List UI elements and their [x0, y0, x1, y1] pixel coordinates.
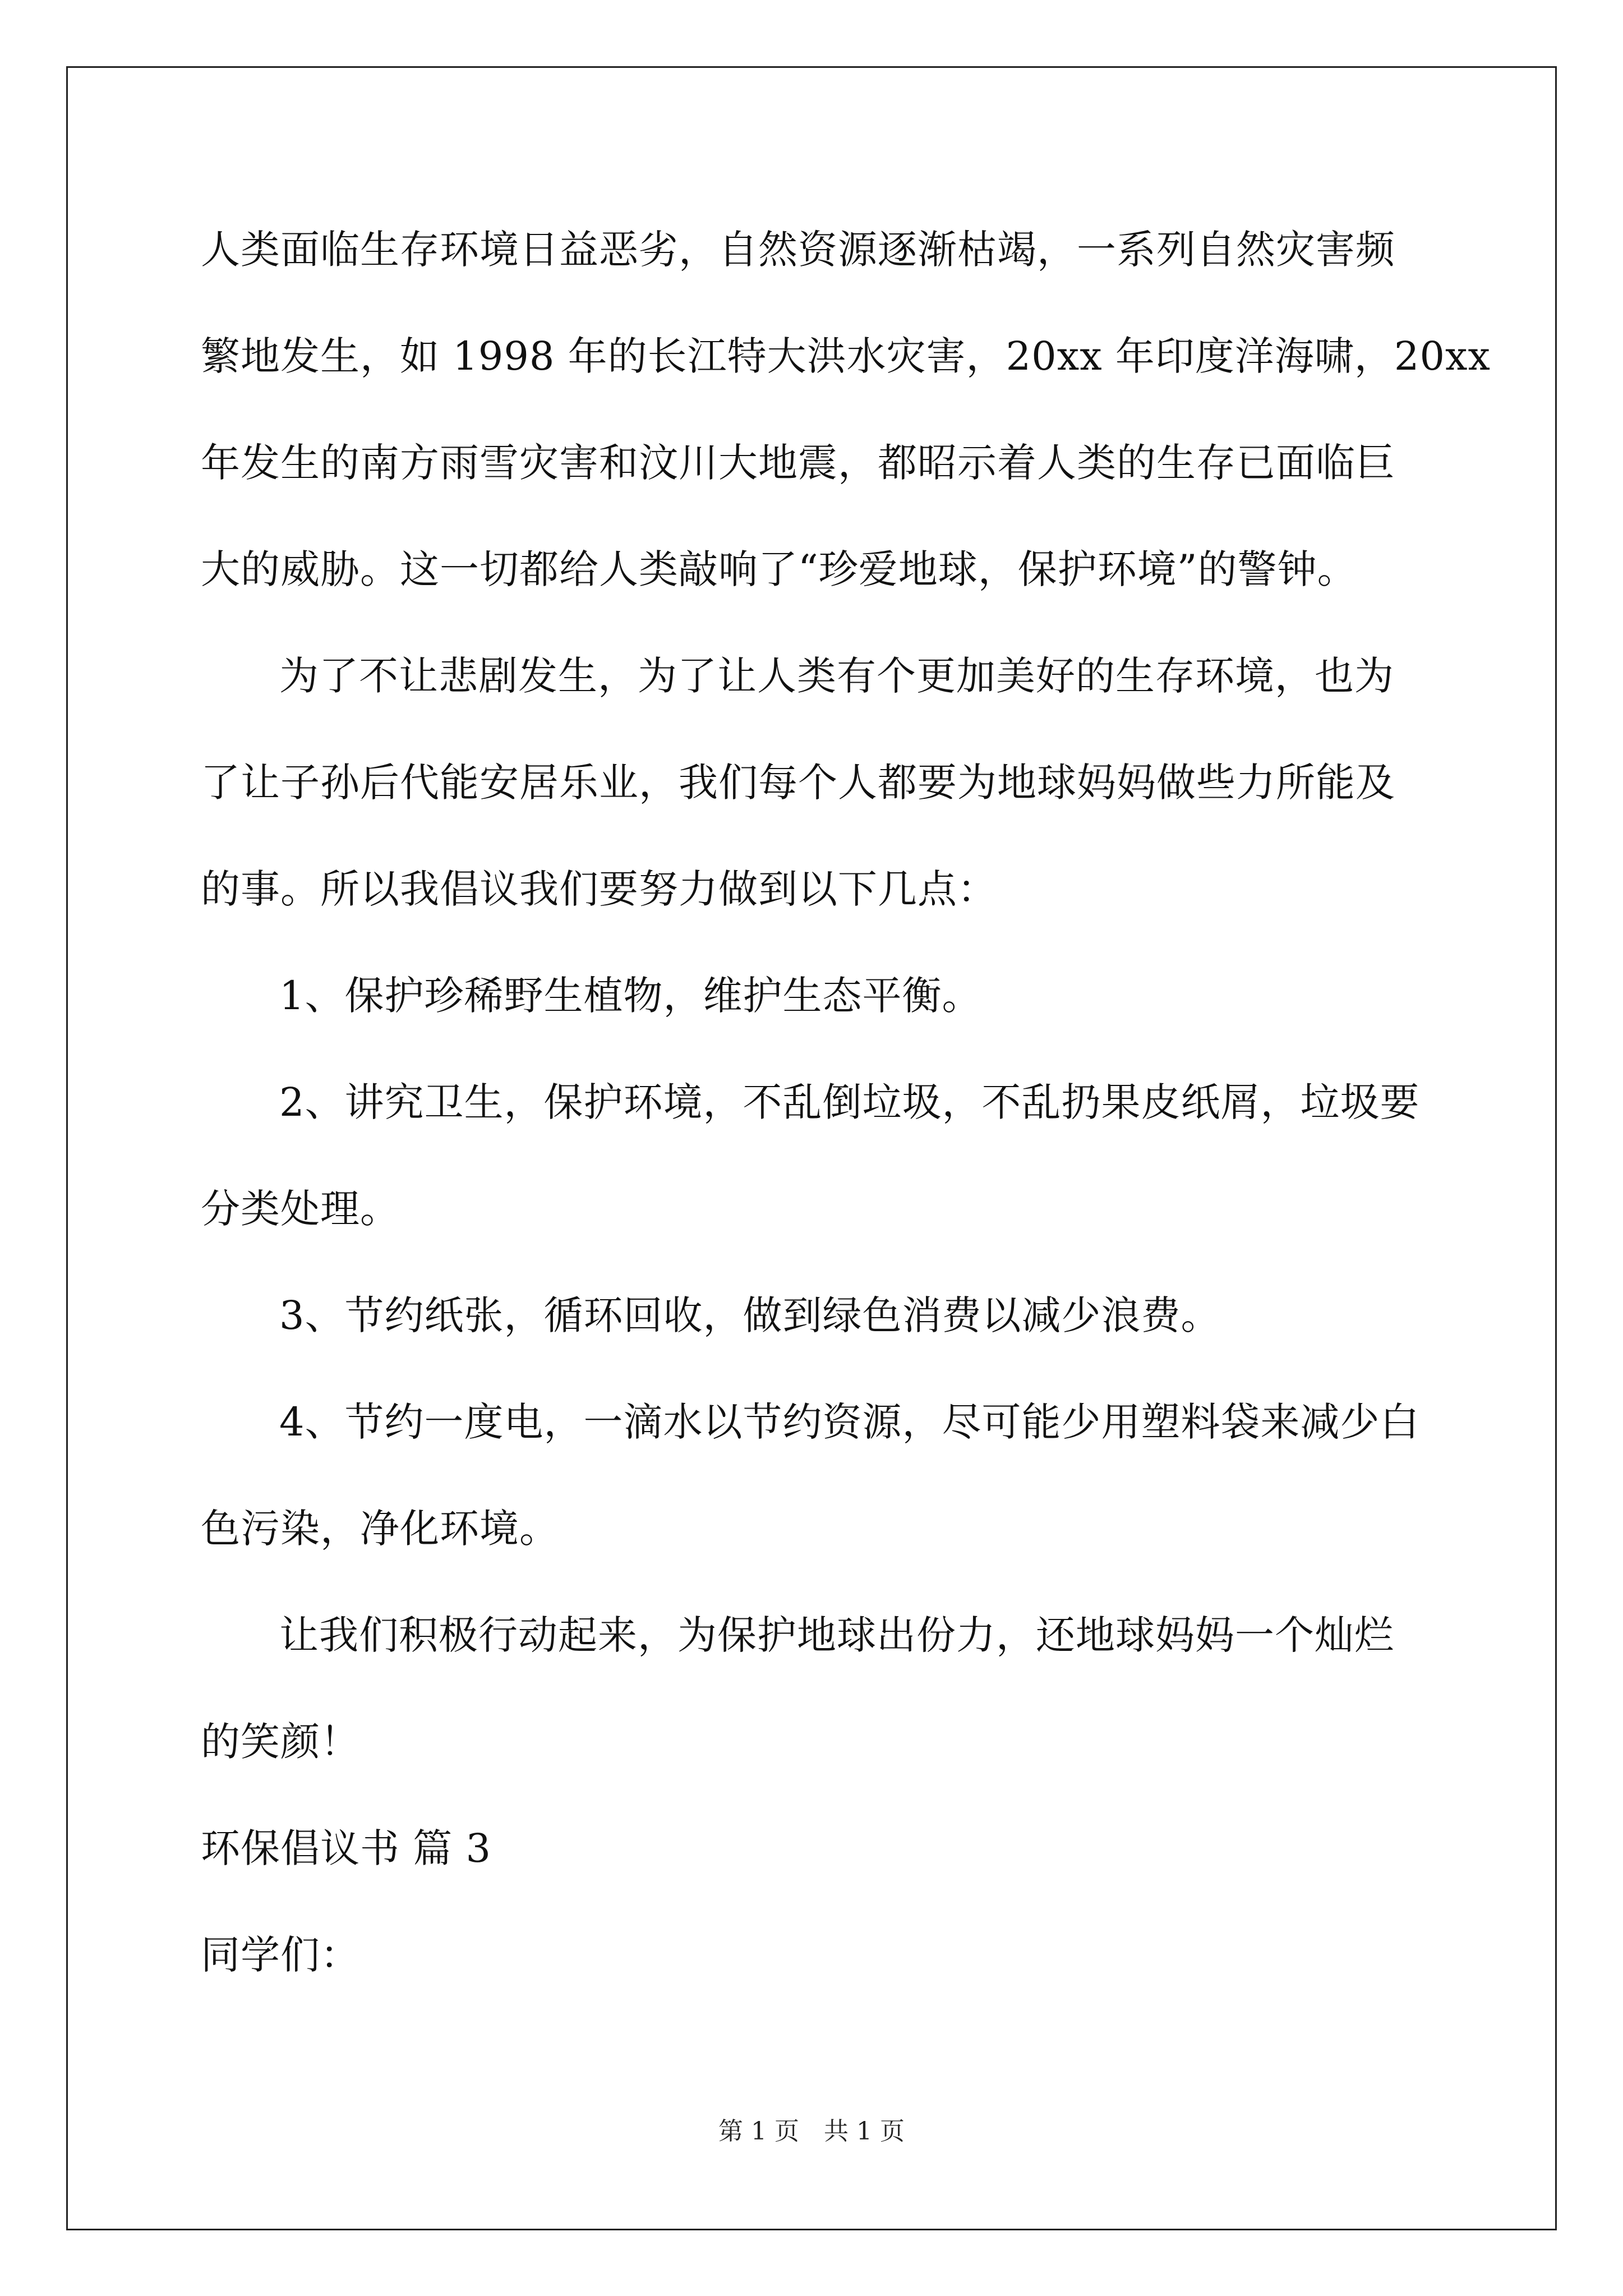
paragraph-1-line-4: 大的威胁。这一切都给人类敲响了“珍爱地球，保护环境”的警钟。: [201, 546, 1357, 592]
list-item-1: 1、保护珍稀野生植物，维护生态平衡。: [279, 973, 982, 1019]
paragraph-1-line-1: 人类面临生存环境日益恶劣，自然资源逐渐枯竭，一系列自然灾害频: [201, 227, 1395, 273]
salutation: 同学们：: [201, 1932, 360, 1978]
list-item-4-line-2: 色污染，净化环境。: [201, 1506, 559, 1552]
closing-paragraph-line-1: 让我们积极行动起来，为保护地球出份力，还地球妈妈一个灿烂: [279, 1612, 1394, 1658]
list-item-2-line-2: 分类处理。: [201, 1186, 400, 1232]
page-number-footer: 第 1 页 共 1 页: [718, 2117, 905, 2146]
list-item-3: 3、节约纸张，循环回收，做到绿色消费以减少浪费。: [279, 1292, 1221, 1338]
closing-paragraph-line-2: 的笑颜！: [201, 1719, 360, 1765]
paragraph-1-line-3: 年发生的南方雨雪灾害和汶川大地震，都昭示着人类的生存已面临巨: [201, 440, 1395, 486]
paragraph-2-line-1: 为了不让悲剧发生，为了让人类有个更加美好的生存环境，也为: [279, 653, 1394, 699]
paragraph-2-line-2: 了让子孙后代能安居乐业，我们每个人都要为地球妈妈做些力所能及: [201, 760, 1395, 806]
list-item-2-line-1: 2、讲究卫生，保护环境，不乱倒垃圾，不乱扔果皮纸屑，垃圾要: [279, 1079, 1420, 1125]
page-border: [66, 66, 1557, 2230]
list-item-4-line-1: 4、节约一度电，一滴水以节约资源，尽可能少用塑料袋来减少白: [279, 1399, 1420, 1445]
paragraph-1-line-2: 繁地发生，如 1998 年的长江特大洪水灾害，20xx 年印度洋海啸，20xx: [201, 333, 1491, 379]
paragraph-2-line-3: 的事。所以我倡议我们要努力做到以下几点：: [201, 866, 997, 912]
section-heading: 环保倡议书 篇 3: [201, 1825, 492, 1871]
